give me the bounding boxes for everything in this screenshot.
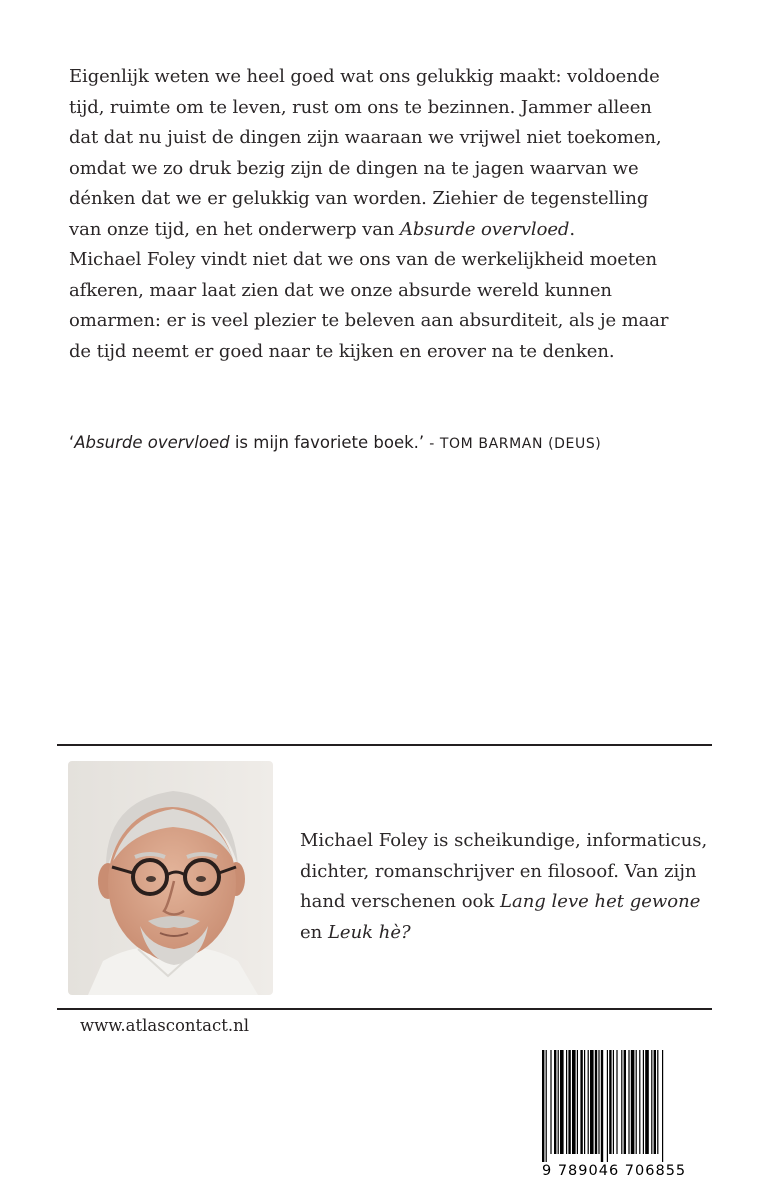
quote-book-title: Absurde overvloed — [74, 433, 230, 452]
bio-text: en — [300, 921, 328, 943]
barcode-bar — [607, 1050, 608, 1162]
isbn-number: 9 789046 706855 — [542, 1163, 687, 1179]
barcode-bar — [609, 1050, 611, 1154]
barcode-bar — [542, 1050, 544, 1162]
barcode-bar — [601, 1050, 603, 1162]
barcode-bar — [639, 1050, 640, 1154]
barcode-bar — [616, 1050, 617, 1154]
blurb-line: de tijd neemt er goed naar te kijken en erover na te denken. — [69, 340, 615, 362]
barcode-bar — [580, 1050, 582, 1154]
barcode-bar — [651, 1050, 652, 1154]
barcode-bar — [568, 1050, 570, 1154]
blurb-line: tijd, ruimte om te leven, rust om ons te bezinnen. Jammer alleen — [69, 96, 652, 118]
bio-book-title: Lang leve het gewone — [500, 891, 701, 912]
publisher-website[interactable]: www.atlascontact.nl — [80, 1016, 249, 1035]
barcode-bar — [584, 1050, 585, 1154]
barcode-bar — [546, 1050, 547, 1162]
blurb-line: dat dat nu juist de dingen zijn waaraan we vrijwel niet toekomen, — [69, 127, 662, 148]
barcode-bar — [572, 1050, 576, 1154]
quote-mark: ‘ — [69, 433, 75, 452]
blurb-text: van onze tijd, en het onderwerp van — [69, 218, 400, 240]
barcode-bar — [643, 1050, 644, 1154]
blurb-text: . — [569, 218, 575, 240]
blurb-line: Michael Foley vindt niet dat we ons van de werkelijkheid moeten — [69, 249, 658, 270]
divider-bottom — [57, 1008, 712, 1010]
author-bio — [300, 826, 707, 948]
quote-attribution: - TOM BARMAN (DEUS) — [424, 436, 602, 452]
blurb-paragraph — [69, 62, 709, 367]
book-title: Absurde overvloed — [399, 218, 570, 240]
barcode-bar — [554, 1050, 556, 1154]
barcode-bar — [588, 1050, 589, 1154]
barcode-bar — [628, 1050, 629, 1154]
barcode-bar — [657, 1050, 658, 1154]
barcode-bar — [624, 1050, 626, 1154]
barcode-bar — [558, 1050, 559, 1154]
barcode-bar — [566, 1050, 567, 1154]
barcode-bar — [550, 1050, 551, 1154]
barcode-bar — [590, 1050, 594, 1154]
barcode-bar — [636, 1050, 637, 1154]
barcode-bar — [654, 1050, 656, 1154]
bio-line: Michael Foley is scheikundige, informaticus, — [300, 830, 708, 851]
blurb-line: omarmen: er is veel plezier te beleven aan absurditeit, als je maar — [69, 310, 669, 331]
blurb-line: dénken dat we er gelukkig van worden. Ziehier de tegenstelling — [69, 188, 649, 209]
barcode-bar — [613, 1050, 614, 1154]
barcode-bars — [540, 1050, 708, 1162]
divider-top — [57, 744, 712, 746]
barcode-bar — [662, 1050, 663, 1162]
barcode-bar — [560, 1050, 564, 1154]
barcode-bar — [631, 1050, 635, 1154]
bio-text: hand verschenen ook — [300, 891, 501, 912]
blurb-line: Eigenlijk weten we heel goed wat ons gelukkig maakt: voldoende — [69, 66, 660, 87]
bio-line — [300, 887, 707, 918]
barcode-bar — [598, 1050, 599, 1154]
barcode-bar — [577, 1050, 578, 1154]
quote-text: is mijn favoriete boek.’ — [229, 433, 425, 452]
bio-book-title: Leuk hè? — [327, 921, 411, 943]
author-photo — [68, 761, 273, 995]
bio-line — [300, 918, 707, 949]
barcode-bar — [645, 1050, 649, 1154]
blurb-line: omdat we zo druk bezig zijn de dingen na te jagen waarvan we — [69, 157, 639, 179]
blurb-line: afkeren, maar laat zien dat we onze absurde wereld kunnen — [69, 279, 612, 301]
barcode-bar — [621, 1050, 622, 1154]
blurb-line-title — [69, 215, 709, 246]
endorsement-quote — [69, 433, 601, 452]
author-portrait-icon — [68, 761, 273, 995]
barcode-bar — [595, 1050, 597, 1154]
bio-line: dichter, romanschrijver en filosoof. Van zijn — [300, 860, 697, 882]
